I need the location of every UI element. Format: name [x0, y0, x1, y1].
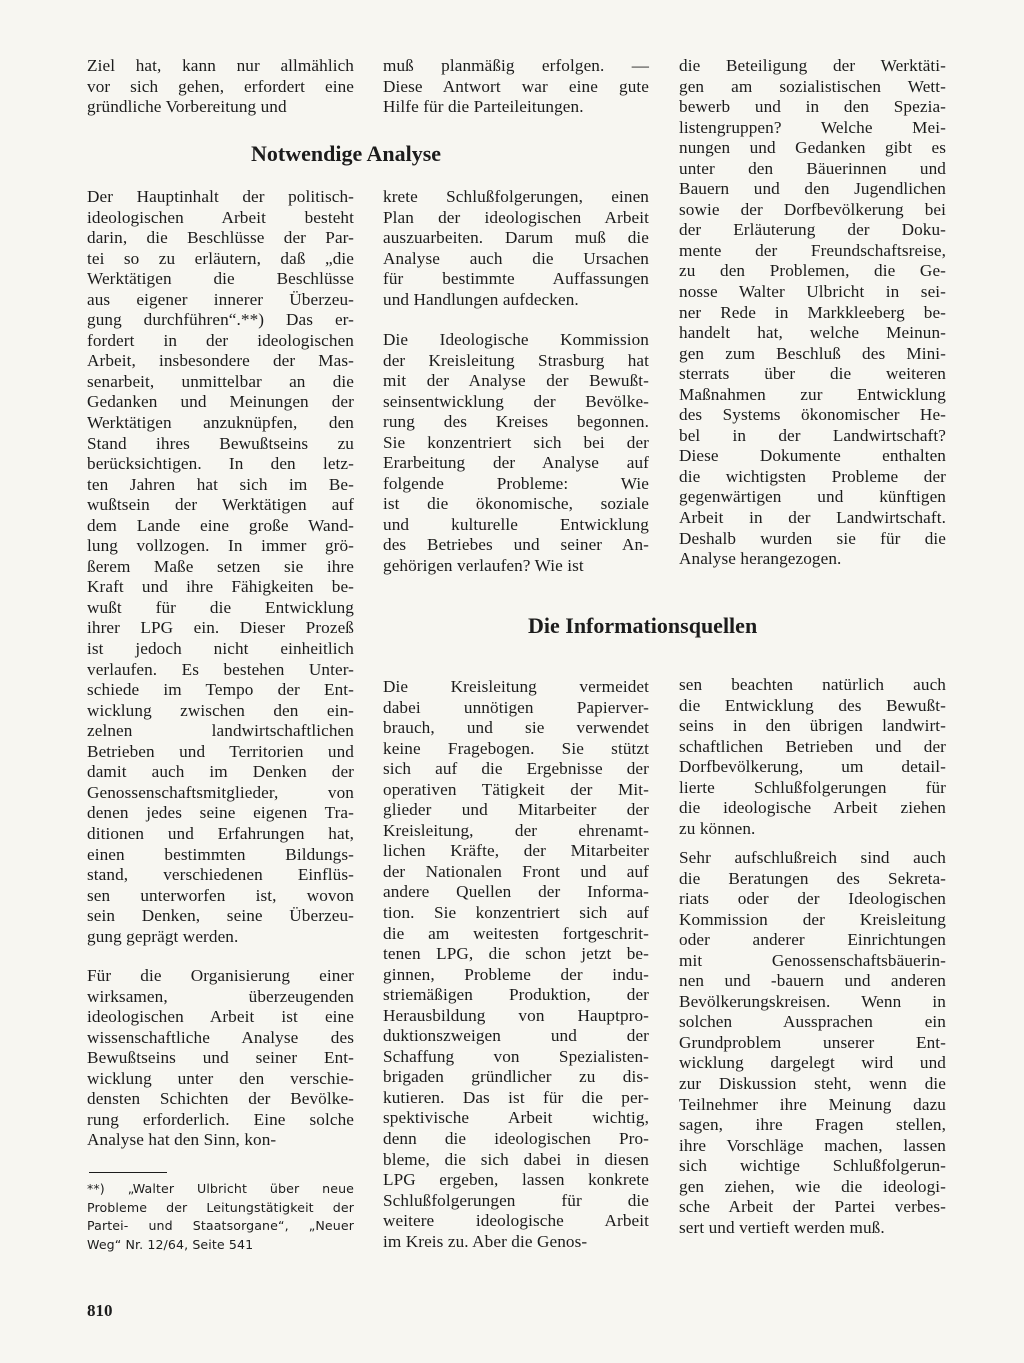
- text-line: die am weitesten fortgeschrit-: [383, 923, 649, 943]
- text-line: Ziel hat, kann nur allmählich: [87, 56, 354, 75]
- text-line: ist die ökonomische, soziale: [383, 494, 649, 514]
- text-line: tei so zu erläutern, daß „die: [87, 248, 354, 268]
- text-line: zu den Problemen, die Ge-: [679, 261, 946, 281]
- text-line: spektivische Arbeit wichtig,: [383, 1108, 649, 1128]
- text-line: die wichtigsten Probleme der: [679, 466, 946, 486]
- paragraph: [679, 56, 946, 570]
- text-line: Sie konzentriert sich bei der: [383, 432, 649, 452]
- paragraph: [679, 675, 946, 839]
- text-line: weitere ideologische Arbeit: [383, 1211, 649, 1231]
- text-line: Probleme der Leitungstätigkeit der: [87, 1199, 354, 1215]
- text-line: handelt hat, welche Meinun-: [679, 323, 946, 343]
- footnote-rule: [89, 1172, 167, 1173]
- text-line: einen bestimmten Bildungs-: [87, 844, 354, 864]
- text-line: Genossenschaftsmitglieder, von: [87, 782, 354, 802]
- text-line: wicklung unter den verschie-: [87, 1068, 354, 1088]
- text-line: Sehr aufschlußreich sind auch: [679, 848, 946, 867]
- text-line: sich wichtige Schlußfolgerun-: [679, 1156, 946, 1176]
- text-line: Betrieben und Territorien und: [87, 741, 354, 761]
- text-line: der Nationalen Front und auf: [383, 861, 649, 881]
- text-line: **) „Walter Ulbricht über neue: [87, 1181, 354, 1196]
- text-line: sterrats über die weiteren: [679, 364, 946, 384]
- text-line: Kraft und ihre Fähigkeiten be-: [87, 577, 354, 597]
- text-line: mit der Analyse der Bewußt-: [383, 371, 649, 391]
- text-line: gründliche Vorbereitung und: [87, 97, 287, 117]
- text-line: die Beteiligung der Werktäti-: [679, 56, 946, 75]
- text-line: gen zum Beschluß des Mini-: [679, 343, 946, 363]
- text-line: tion. Sie konzentriert sich auf: [383, 903, 649, 923]
- text-line: brigaden gründlicher zu dis-: [383, 1067, 649, 1087]
- text-line: ideologischen Arbeit ist eine: [87, 1007, 354, 1027]
- text-line: Grundproblem unserer Ent-: [679, 1032, 946, 1052]
- text-line: Die Ideologische Kommission: [383, 330, 649, 349]
- text-line: densten Schichten der Bevölke-: [87, 1089, 354, 1109]
- text-line: Erarbeitung der Analyse auf: [383, 453, 649, 473]
- text-line: ihre Vorschläge machen, lassen: [679, 1135, 946, 1155]
- text-line: die Beratungen des Sekreta-: [679, 868, 946, 888]
- text-line: die ideologische Arbeit ziehen: [679, 798, 946, 818]
- text-line: striemäßigen Produktion, der: [383, 985, 649, 1005]
- text-line: nen und -bauern und anderen: [679, 971, 946, 991]
- text-line: mit Genossenschaftsbäuerin-: [679, 950, 946, 970]
- text-line: Die Kreisleitung vermeidet: [383, 677, 649, 696]
- text-line: ditionen und Erfahrungen hat,: [87, 823, 354, 843]
- text-line: krete Schlußfolgerungen, einen: [383, 187, 649, 206]
- text-line: darin, die Beschlüsse der Par-: [87, 228, 354, 248]
- text-line: Diese Antwort war eine gute: [383, 76, 649, 96]
- text-line: Deshalb wurden sie für die: [679, 528, 946, 548]
- text-line: wußt für die Entwicklung: [87, 597, 354, 617]
- text-line: damit auch im Denken der: [87, 762, 354, 782]
- text-line: wußtsein der Werktätigen auf: [87, 495, 354, 515]
- text-line: Weg“ Nr. 12/64, Seite 541: [87, 1236, 254, 1252]
- text-line: duktionszweigen und der: [383, 1026, 649, 1046]
- text-line: Bevölkerungskreisen. Wenn in: [679, 991, 946, 1011]
- text-line: gung durchführen“.**) Das er-: [87, 310, 354, 330]
- text-line: schiede im Tempo der Ent-: [87, 680, 354, 700]
- text-line: verlaufen. Es bestehen Unter-: [87, 659, 354, 679]
- text-line: riats oder der Ideologischen: [679, 889, 946, 909]
- text-line: seins in den übrigen landwirt-: [679, 716, 946, 736]
- text-line: glieder und Mitarbeiter der: [383, 800, 649, 820]
- text-line: Hilfe für die Parteileitungen.: [383, 97, 584, 117]
- text-line: Schlußfolgerungen für die: [383, 1190, 649, 1210]
- text-line: Maßnahmen zur Entwicklung: [679, 384, 946, 404]
- text-line: gung geprägt werden.: [87, 926, 239, 946]
- text-line: Plan der ideologischen Arbeit: [383, 207, 649, 227]
- text-line: sagen, ihre Fragen stellen,: [679, 1115, 946, 1135]
- section-heading: Notwendige Analyse: [251, 141, 442, 166]
- text-line: Arbeit in der Landwirtschaft.: [679, 508, 946, 528]
- text-line: der Erläuterung der Doku-: [679, 220, 946, 240]
- text-line: berücksichtigen. In den letz-: [87, 454, 354, 474]
- text-line: des Systems ökonomischer He-: [679, 405, 946, 425]
- text-line: Dorfbevölkerung, um detail-: [679, 757, 946, 777]
- text-line: auszuarbeiten. Darum muß die: [383, 228, 649, 248]
- text-line: Stand ihres Bewußtseins zu: [87, 433, 354, 453]
- text-line: sert und vertieft werden muß.: [679, 1217, 885, 1237]
- text-line: tenen LPG, die schon jetzt be-: [383, 944, 649, 964]
- text-line: Für die Organisierung einer: [87, 966, 354, 985]
- paragraph: [87, 187, 354, 947]
- text-line: muß planmäßig erfolgen. —: [383, 56, 649, 75]
- text-line: bel in der Landwirtschaft?: [679, 425, 946, 445]
- text-line: folgende Probleme: Wie: [383, 473, 649, 493]
- text-line: Partei- und Staatsorgane“, „Neuer: [87, 1218, 354, 1234]
- text-line: sowie der Dorfbevölkerung bei: [679, 199, 946, 219]
- text-line: keine Fragebogen. Sie stützt: [383, 738, 649, 758]
- text-line: andere Quellen der Informa-: [383, 882, 649, 902]
- text-line: sich auf die Ergebnisse der: [383, 759, 649, 779]
- text-line: vor sich gehen, erfordert eine: [87, 76, 354, 96]
- text-line: wicklung zwischen den ein-: [87, 700, 354, 720]
- text-line: zur Diskussion steht, wenn die: [679, 1074, 946, 1094]
- text-line: dabei unnötigen Papierver-: [383, 697, 649, 717]
- text-line: Analyse herangezogen.: [679, 549, 842, 569]
- text-line: Kommission der Kreisleitung: [679, 909, 946, 929]
- text-line: Herausbildung von Hauptpro-: [383, 1005, 649, 1025]
- paragraph: [87, 966, 354, 1151]
- text-line: bewerb und in den Spezia-: [679, 97, 946, 117]
- text-line: unter den Bäuerinnen und: [679, 158, 946, 178]
- text-line: sein Denken, seine Überzeu-: [87, 906, 354, 926]
- text-line: gen am sozialistischen Wett-: [679, 76, 946, 96]
- text-line: gegenwärtigen und künftigen: [679, 487, 946, 507]
- text-line: Teilnehmer ihre Meinung dazu: [679, 1094, 946, 1114]
- text-line: nungen und Gedanken gibt es: [679, 138, 946, 158]
- paragraph: [383, 330, 649, 577]
- text-line: ist jedoch nicht einheitlich: [87, 639, 354, 659]
- text-line: Analyse auch die Ursachen: [383, 248, 649, 268]
- text-line: mente der Freundschaftsreise,: [679, 240, 946, 260]
- paragraph: [679, 848, 946, 1238]
- text-line: gen ziehen, wie die ideologi-: [679, 1176, 946, 1196]
- text-line: ideologischen Arbeit besteht: [87, 207, 354, 227]
- text-line: Bauern und den Jugendlichen: [679, 179, 946, 199]
- text-line: oder anderer Einrichtungen: [679, 930, 946, 950]
- text-line: ner Rede in Markkleeberg be-: [679, 302, 946, 322]
- text-line: LPG ergeben, lassen konkrete: [383, 1170, 649, 1190]
- paragraph: [87, 56, 354, 118]
- text-line: ihrer LPG ein. Dieser Prozeß: [87, 618, 354, 638]
- text-line: nosse Walter Ulbricht in sei-: [679, 282, 946, 302]
- text-line: operativen Tätigkeit der Mit-: [383, 779, 649, 799]
- text-line: Der Hauptinhalt der politisch-: [87, 187, 354, 206]
- text-line: aus eigener innerer Überzeu-: [87, 289, 354, 309]
- text-line: im Kreis zu. Aber die Genos-: [383, 1231, 588, 1251]
- text-line: listengruppen? Welche Mei-: [679, 117, 946, 137]
- text-line: fordert in der ideologischen: [87, 330, 354, 350]
- text-line: seinsentwicklung der Bevölke-: [383, 391, 649, 411]
- text-line: wissenschaftliche Analyse des: [87, 1027, 354, 1047]
- paragraph: [383, 677, 649, 1252]
- text-line: rung erforderlich. Eine solche: [87, 1109, 354, 1129]
- text-line: solchen Aussprachen ein: [679, 1012, 946, 1032]
- page-number: 810: [87, 1301, 113, 1320]
- text-line: zu können.: [679, 818, 756, 838]
- text-line: lichen Kräfte, der Mitarbeiter: [383, 841, 649, 861]
- text-line: und Handlungen aufdecken.: [383, 289, 579, 309]
- text-line: lung vollzogen. In immer grö-: [87, 536, 354, 556]
- text-line: Analyse hat den Sinn, kon-: [87, 1130, 277, 1150]
- text-line: dem Lande eine große Wand-: [87, 515, 354, 535]
- text-line: ßerem Maße setzen sie ihre: [87, 556, 354, 576]
- text-line: kutieren. Das ist für die per-: [383, 1087, 649, 1107]
- paragraph: [383, 56, 649, 118]
- text-line: Werktätigen die Beschlüsse: [87, 269, 354, 289]
- text-line: Gedanken und Meinungen der: [87, 392, 354, 412]
- text-line: Kreisleitung, der ehrenamt-: [383, 820, 649, 840]
- text-line: gehörigen verlaufen? Wie ist: [383, 556, 584, 576]
- text-line: Arbeit, insbesondere der Mas-: [87, 351, 354, 371]
- text-line: wicklung dargelegt wird und: [679, 1053, 946, 1073]
- text-line: des Betriebes und seiner An-: [383, 535, 649, 555]
- text-line: brauch, und sie verwendet: [383, 718, 649, 738]
- section-heading: Die Informationsquellen: [528, 613, 758, 638]
- text-line: und kulturelle Entwicklung: [383, 514, 649, 534]
- text-line: sen unterworfen ist, wovon: [87, 885, 354, 905]
- paragraph: [383, 187, 649, 310]
- text-line: denn die ideologischen Pro-: [383, 1129, 649, 1149]
- text-line: für bestimmte Auffassungen: [383, 269, 649, 289]
- text-line: Diese Dokumente enthalten: [679, 446, 946, 466]
- text-line: wirksamen, überzeugenden: [87, 986, 354, 1006]
- text-line: sen beachten natürlich auch: [679, 675, 946, 694]
- text-line: bleme, die sich dabei in diesen: [383, 1149, 649, 1169]
- text-line: ten Jahren hat sich im Be-: [87, 474, 354, 494]
- text-line: lierte Schlußfolgerungen für: [679, 777, 946, 797]
- text-line: stand, verschiedenen Einflüs-: [87, 865, 354, 885]
- text-line: schaftlichen Betrieben und der: [679, 736, 946, 756]
- text-line: denen jedes seine eigenen Tra-: [87, 803, 354, 823]
- text-line: Werktätigen anzuknüpfen, den: [87, 413, 354, 433]
- text-line: sche Arbeit der Partei verbes-: [679, 1197, 946, 1217]
- text-line: der Kreisleitung Strasburg hat: [383, 350, 649, 370]
- footnote: [87, 1180, 354, 1254]
- text-line: rung des Kreises begonnen.: [383, 412, 649, 432]
- text-line: Schaffung von Spezialisten-: [383, 1046, 649, 1066]
- text-line: ginnen, Probleme der indu-: [383, 964, 649, 984]
- text-line: zelnen landwirtschaftlichen: [87, 721, 354, 741]
- text-line: senarbeit, unmittelbar an die: [87, 371, 354, 391]
- text-line: die Entwicklung des Bewußt-: [679, 695, 946, 715]
- text-line: Bewußtseins und seiner Ent-: [87, 1048, 354, 1068]
